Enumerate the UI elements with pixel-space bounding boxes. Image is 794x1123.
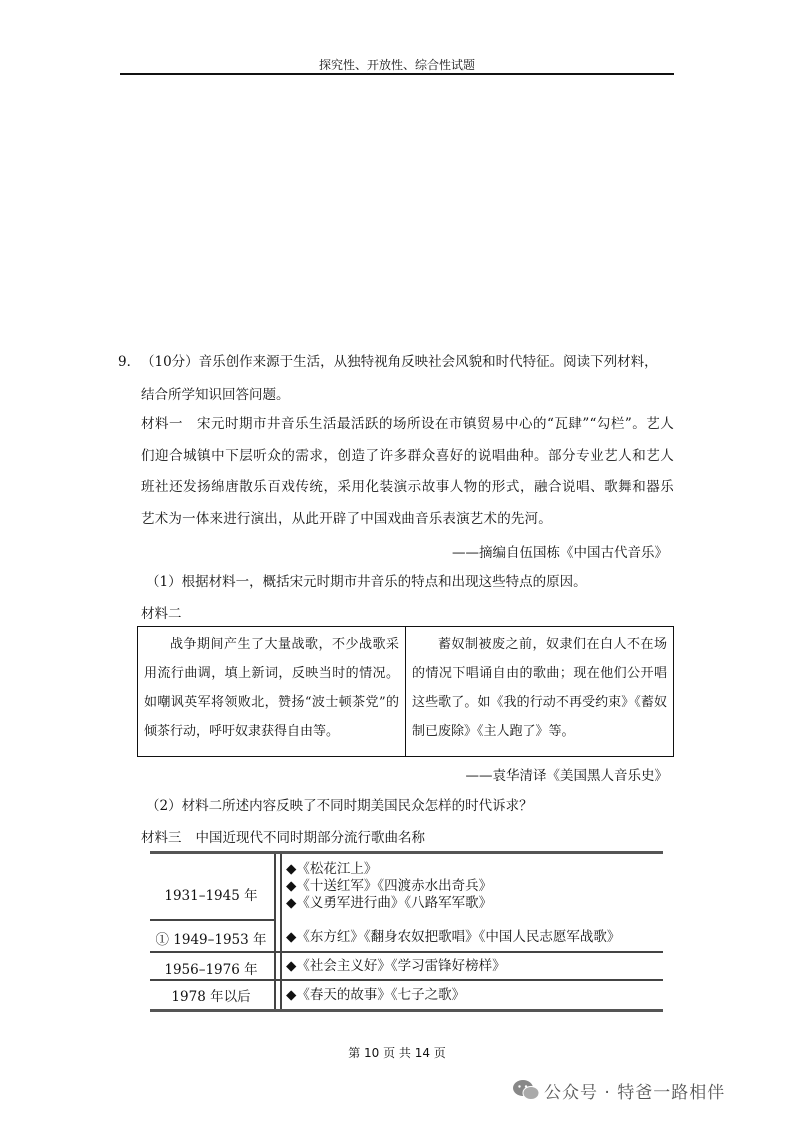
material-3-table [150, 851, 663, 1013]
period-1978-after: 1978 年以后 [171, 989, 251, 1005]
material-3-heading [141, 828, 425, 848]
material-2-right-cell [406, 627, 674, 757]
songs-1931-1945 [286, 861, 492, 912]
sub-question-1: （1）根据材料一，概括宋元时期市井音乐的特点和出现这些特点的原因。 [146, 574, 587, 590]
material-3-label: 材料三 [141, 830, 182, 846]
period-1931-1945: 1931–1945 年 [164, 888, 258, 904]
songs-1949-1953 [286, 929, 620, 946]
material-2-right-text: 蓄奴制被废之前，奴隶们在白人不在场的情况下唱诵自由的歌曲；现在他们公开唱这些歌了。如《我的行动不再受约束》《蓄奴制已废除》《主人跑了》等。 [412, 637, 667, 739]
material-2-table [137, 626, 674, 757]
songs-1956-1976 [286, 958, 506, 975]
material-1 [141, 409, 674, 535]
song-line: ◆《东方红》《翻身农奴把歌唱》《中国人民志愿军战歌》 [286, 929, 621, 945]
page-number: 第 10 页 共 14 页 [348, 1046, 446, 1060]
song-line: ◆《春天的故事》《七子之歌》 [286, 987, 466, 1003]
period-1949-1953: ① 1949–1953 年 [155, 932, 267, 948]
song-line: ◆《义勇军进行曲》《八路军军歌》 [286, 895, 493, 911]
material-2-left-cell [138, 627, 406, 757]
material-3-caption: 中国近现代不同时期部分流行歌曲名称 [195, 830, 425, 846]
songs-1978-after [286, 987, 465, 1004]
question-stem-line1: （10分）音乐创作来源于生活，从独特视角反映社会风貌和时代特征。阅读下列材料， [141, 354, 658, 370]
material-2-label: 材料二 [141, 606, 182, 622]
header-divider [120, 73, 674, 75]
wechat-icon [512, 1079, 540, 1101]
page-header: 探究性、开放性、综合性试题 [318, 58, 475, 72]
sub-question-2: （2）材料二所述内容反映了不同时期美国民众怎样的时代诉求？ [146, 798, 533, 814]
song-line: ◆《十送红军》《四渡赤水出奇兵》 [286, 878, 493, 894]
material-1-source: ——摘编自伍国栋《中国古代音乐》 [452, 545, 668, 561]
song-line: ◆《社会主义好》《学习雷锋好榜样》 [286, 958, 506, 974]
material-2-source: ——袁华清译《美国黑人音乐史》 [465, 768, 668, 784]
material-1-text: 宋元时期市井音乐生活最活跃的场所设在市镇贸易中心的“瓦肆”“勾栏”。艺人们迎合城镇中下层听众的需求，创造了许多群众喜好的说唱曲种。部分专业艺人和艺人班社还发扬绵唐散乐百戏传统，采用化装演示故事人物的形式，融合说唱、歌舞和器乐艺术为一体来进行演出，从此开辟了中国戏曲音乐表演艺术的先河。 [141, 416, 674, 527]
watermark: 公众号 · 特爸一路相伴 [544, 1083, 726, 1103]
song-line: ◆《松花江上》 [286, 861, 378, 877]
question-stem-line2: 结合所学知识回答问题。 [141, 387, 290, 403]
material-2-left-text: 战争期间产生了大量战歌，不少战歌采用流行曲调，填上新词，反映当时的情况。如嘲讽英军将领败北，赞扬“波士顿茶党”的倾茶行动，呼吁奴隶获得自由等。 [144, 637, 399, 739]
period-1956-1976: 1956–1976 年 [164, 962, 258, 978]
material-1-label: 材料一 [141, 416, 183, 432]
question-number: 9． [118, 354, 141, 370]
